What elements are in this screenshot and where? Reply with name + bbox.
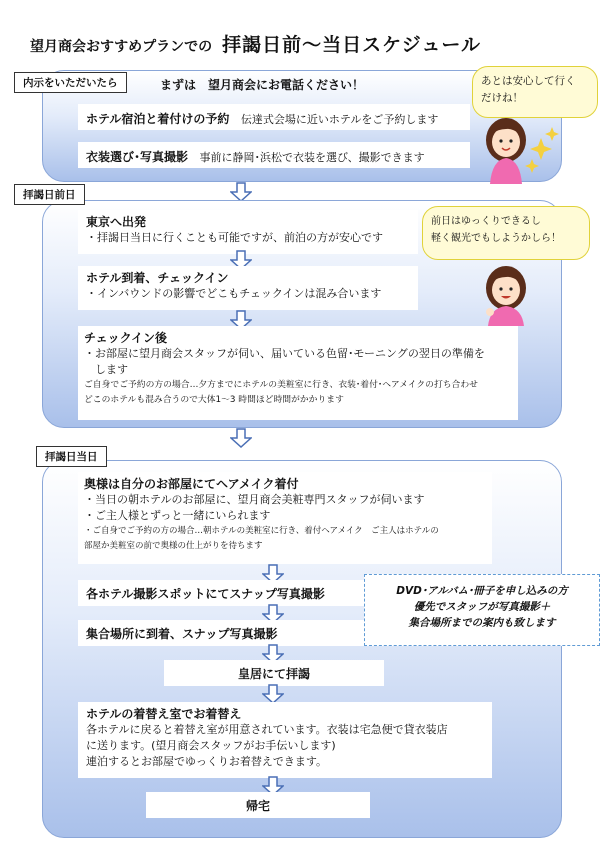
speech-bubble-1: あとは安心して行く だけね！ [472, 66, 598, 118]
step-hotel-snapshot [78, 580, 370, 606]
step-meeting-point [78, 620, 370, 646]
step-line: 連泊するとお部屋でゆっくりお着替えできます。 [86, 755, 328, 768]
down-arrow [230, 182, 252, 202]
step-note: ・ご自身でご予約の方の場合…朝ホテルの美粧室に行き、着付ヘアメイク ご主人はホテルの [84, 526, 439, 536]
step-change-clothes [78, 702, 492, 778]
step-head: 帰宅 [245, 799, 270, 813]
note-line: 集合場所までの案内も致します [408, 617, 556, 629]
woman-illustration-1 [478, 112, 560, 184]
step-imperial-audience [164, 660, 384, 686]
step-hotel-reservation [78, 104, 470, 130]
title-prefix: 望月商会おすすめプランでの [30, 39, 213, 55]
step-note: どこのホテルも混み合うので大体1～3 時間ほど時間がかかります [84, 395, 344, 405]
down-arrow [230, 428, 252, 448]
step-note: 部屋か美粧室の前で奥様の仕上がりを待ちます [84, 541, 263, 551]
step-head: 集合場所に到着、スナップ写真撮影 [86, 627, 278, 641]
step-line: に送ります。(望月商会スタッフがお手伝いします) [86, 739, 336, 752]
step-line: ・当日の朝ホテルのお部屋に、望月商会美粧専門スタッフが伺います [84, 493, 425, 506]
step-hair-makeup [78, 472, 492, 564]
step-head: 奥様は自分のお部屋にてヘアメイク着付 [84, 477, 299, 491]
section-naiji-tag: 内示をいただいたら [14, 72, 127, 93]
step-head: 東京へ出発 [86, 215, 147, 229]
section-toujitsu-tag: 拝謁日当日 [36, 446, 107, 467]
speech-bubble-2: 前日はゆっくりできるし 軽く観光でもしようかしら！ [422, 206, 590, 260]
step-after-checkin [78, 326, 518, 420]
step-head: ホテル到着、チェックイン [86, 271, 229, 285]
step-head: チェックイン後 [84, 331, 168, 345]
step-line: ・インバウンドの影響でどこもチェックインは混み合います [86, 287, 382, 300]
step-hotel-checkin [78, 266, 418, 310]
step-line: 各ホテルに戻ると着替え室が用意されています。衣装は宅急便で貸衣装店 [86, 723, 448, 736]
down-arrow [262, 684, 284, 704]
woman-illustration-2 [478, 262, 538, 326]
step-head: ホテルの着替え室でお着替え [86, 707, 242, 721]
step-return-home [146, 792, 370, 818]
step-line: ・お部屋に望月商会スタッフが伺い、届いている色留･モーニングの翌日の準備を [84, 347, 485, 360]
section-zenjitsu-tag: 拝謁日前日 [14, 184, 85, 205]
step-head: ホテル宿泊と着付けの予約 [86, 112, 230, 126]
step-head: 衣装選び･写真撮影 [86, 150, 189, 164]
note-line: 優先でスタッフが写真撮影＋ [413, 601, 551, 613]
note-line: DVD･アルバム･冊子を申し込みの方 [396, 585, 568, 597]
step-text: 伝達式会場に近いホテルをご予約します [240, 113, 439, 126]
step-line: ・拝謁日当日に行くことも可能ですが、前泊の方が安心です [86, 231, 383, 244]
step-costume-photo [78, 142, 470, 168]
step-head: 各ホテル撮影スポットにてスナップ写真撮影 [86, 587, 325, 601]
step-note: ご自身でご予約の方の場合…夕方までにホテルの美粧室に行き、衣装･着付･ヘアメイクの打ち合わせ [84, 380, 478, 390]
step-text: 事前に静岡･浜松で衣装を選び、撮影できます [199, 151, 425, 164]
step-head: 皇居にて拝謁 [237, 667, 310, 681]
page-title [30, 30, 481, 57]
step-line: ・ご主人様とずっと一緒にいられます [84, 509, 271, 522]
section-naiji-lead: まずは 望月商会にお電話ください！ [160, 78, 365, 92]
dvd-album-note [364, 574, 600, 646]
step-line: します [84, 363, 128, 376]
title-main: 拝謁日前～当日スケジュール [222, 34, 482, 56]
step-depart-tokyo [78, 210, 418, 254]
